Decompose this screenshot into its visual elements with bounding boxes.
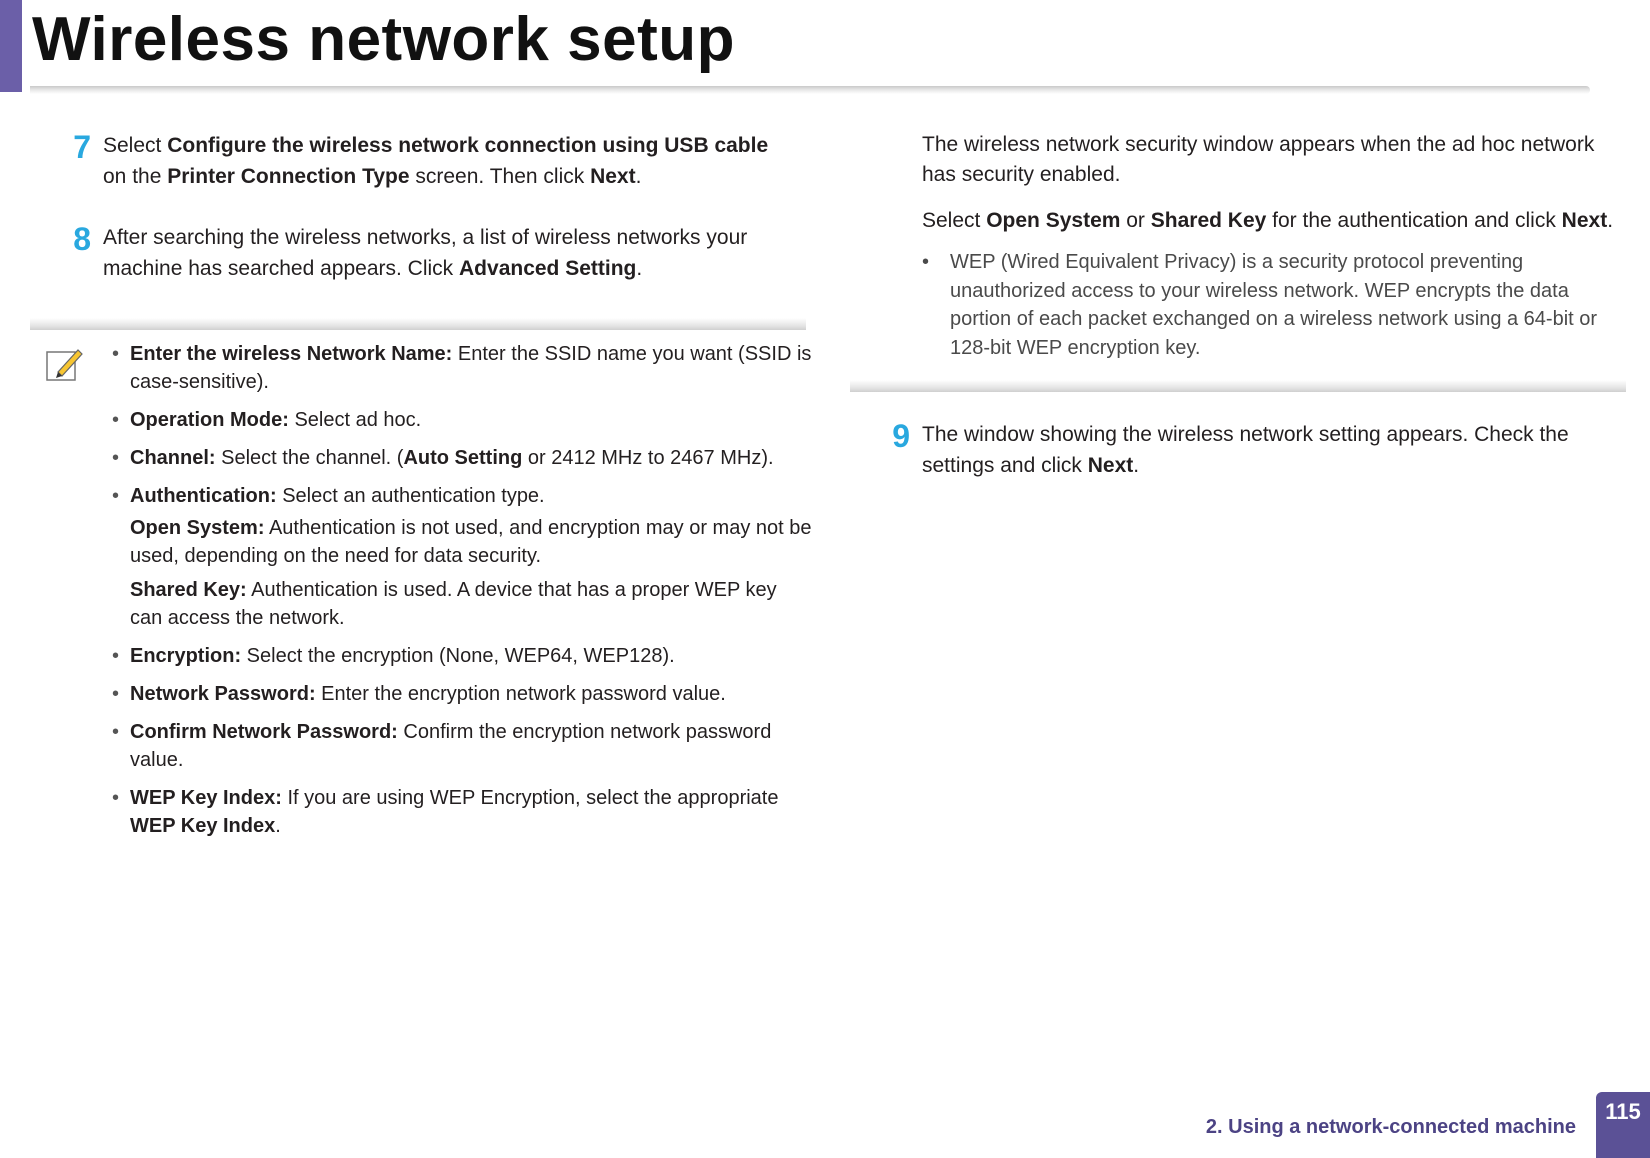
- auth-option: [130, 514, 812, 570]
- item-label: Network Password:: [130, 683, 316, 705]
- step-text: Select: [103, 134, 168, 157]
- step-text: The window showing the wireless network setting appears. Check the settings and click: [922, 423, 1569, 477]
- step-9: [892, 418, 1622, 481]
- item-label: Channel:: [130, 447, 216, 469]
- item-bold: WEP Key Index: [130, 815, 276, 837]
- step-bold: Printer Connection Type: [167, 165, 410, 188]
- item-text: Enter the encryption network password value.: [315, 683, 726, 705]
- para-bold: Open System: [986, 209, 1121, 232]
- note-bullet-list: [112, 340, 812, 850]
- item-text: Select the channel. (: [215, 447, 404, 469]
- list-item: [112, 406, 812, 434]
- item-label: Encryption:: [130, 645, 242, 667]
- item-label: Operation Mode:: [130, 409, 289, 431]
- bullet-dot: •: [922, 251, 930, 273]
- list-item: [112, 680, 812, 708]
- step-text: on the: [103, 165, 168, 188]
- note-text: WEP (Wired Equivalent Privacy) is a security protocol preventing unauthorized access to your wireless network. WEP encrypts the data portion of each packet exchanged on a wireless network using a 64-bit or 128-bit WEP encryption key.: [950, 251, 1598, 359]
- paragraph: The wireless network security window appears when the ad hoc network has security enabled.: [922, 133, 1595, 186]
- item-text: Confirm the encryption network password value.: [130, 721, 772, 771]
- bullet-dot: •: [112, 721, 120, 743]
- bullet-dot: •: [112, 485, 120, 507]
- list-item: [112, 482, 812, 632]
- page-title: Wireless network setup: [32, 5, 735, 74]
- para-text: or: [1120, 209, 1151, 232]
- item-text: Authentication is used. A device that has a proper WEP key can access the network.: [130, 579, 777, 629]
- list-item: [112, 784, 812, 840]
- title-divider: [30, 86, 1590, 94]
- step-bold: Configure the wireless network connection using USB cable: [167, 134, 769, 157]
- step-number: 8: [73, 221, 91, 257]
- para-bold: Shared Key: [1150, 209, 1267, 232]
- item-text: If you are using WEP Encryption, select the appropriate: [281, 787, 779, 809]
- item-text: Authentication is not used, and encryption may or may not be used, depending on the need for data security.: [130, 517, 812, 567]
- note-divider: [850, 380, 1626, 392]
- auth-option: [130, 576, 812, 632]
- para-text: Select: [922, 209, 987, 232]
- item-text: Enter the SSID name you want (SSID is case-sensitive).: [130, 343, 812, 393]
- bullet-dot: •: [112, 409, 120, 431]
- step-8: [73, 221, 793, 284]
- step-text: .: [1133, 454, 1140, 477]
- bullet-dot: •: [112, 645, 120, 667]
- note-divider: [30, 318, 806, 330]
- step-text: .: [636, 257, 643, 280]
- item-bold: Auto Setting: [403, 447, 523, 469]
- item-label: Shared Key:: [130, 579, 247, 601]
- title-accent-bar: [0, 0, 22, 92]
- item-text: or 2412 MHz to 2467 MHz).: [522, 447, 774, 469]
- paragraph: [922, 206, 1642, 236]
- item-text: .: [275, 815, 281, 837]
- chapter-link[interactable]: 2. Using a network-connected machine: [1205, 1116, 1576, 1138]
- step-text: .: [635, 165, 642, 188]
- page-number: 115: [1596, 1092, 1650, 1158]
- wep-note: [922, 248, 1630, 362]
- bullet-dot: •: [112, 447, 120, 469]
- item-label: Authentication:: [130, 485, 277, 507]
- list-item: [112, 718, 812, 774]
- para-bold: Next: [1561, 209, 1608, 232]
- note-pencil-icon: [44, 344, 84, 384]
- bullet-dot: •: [112, 683, 120, 705]
- step-7: [73, 129, 793, 192]
- step-number: 7: [73, 129, 91, 165]
- step-bold: Advanced Setting: [459, 257, 637, 280]
- step-bold: Next: [590, 165, 636, 188]
- item-text: Select ad hoc.: [288, 409, 422, 431]
- item-text: Select the encryption (None, WEP64, WEP128).: [241, 645, 675, 667]
- item-label: Enter the wireless Network Name:: [130, 343, 453, 365]
- para-text: for the authentication and click: [1266, 209, 1562, 232]
- item-label: Open System:: [130, 517, 265, 539]
- step-bold: Next: [1087, 454, 1134, 477]
- step-text: After searching the wireless networks, a list of wireless networks your machine has searched appears. Click: [103, 226, 748, 280]
- item-label: WEP Key Index:: [130, 787, 282, 809]
- step-number: 9: [892, 418, 910, 454]
- list-item: [112, 642, 812, 670]
- list-item: [112, 444, 812, 472]
- para-text: .: [1607, 209, 1614, 232]
- bullet-dot: •: [112, 787, 120, 809]
- item-label: Confirm Network Password:: [130, 721, 398, 743]
- bullet-dot: •: [112, 343, 120, 365]
- item-text: Select an authentication type.: [276, 485, 545, 507]
- list-item: [112, 340, 812, 396]
- step-text: screen. Then click: [409, 165, 591, 188]
